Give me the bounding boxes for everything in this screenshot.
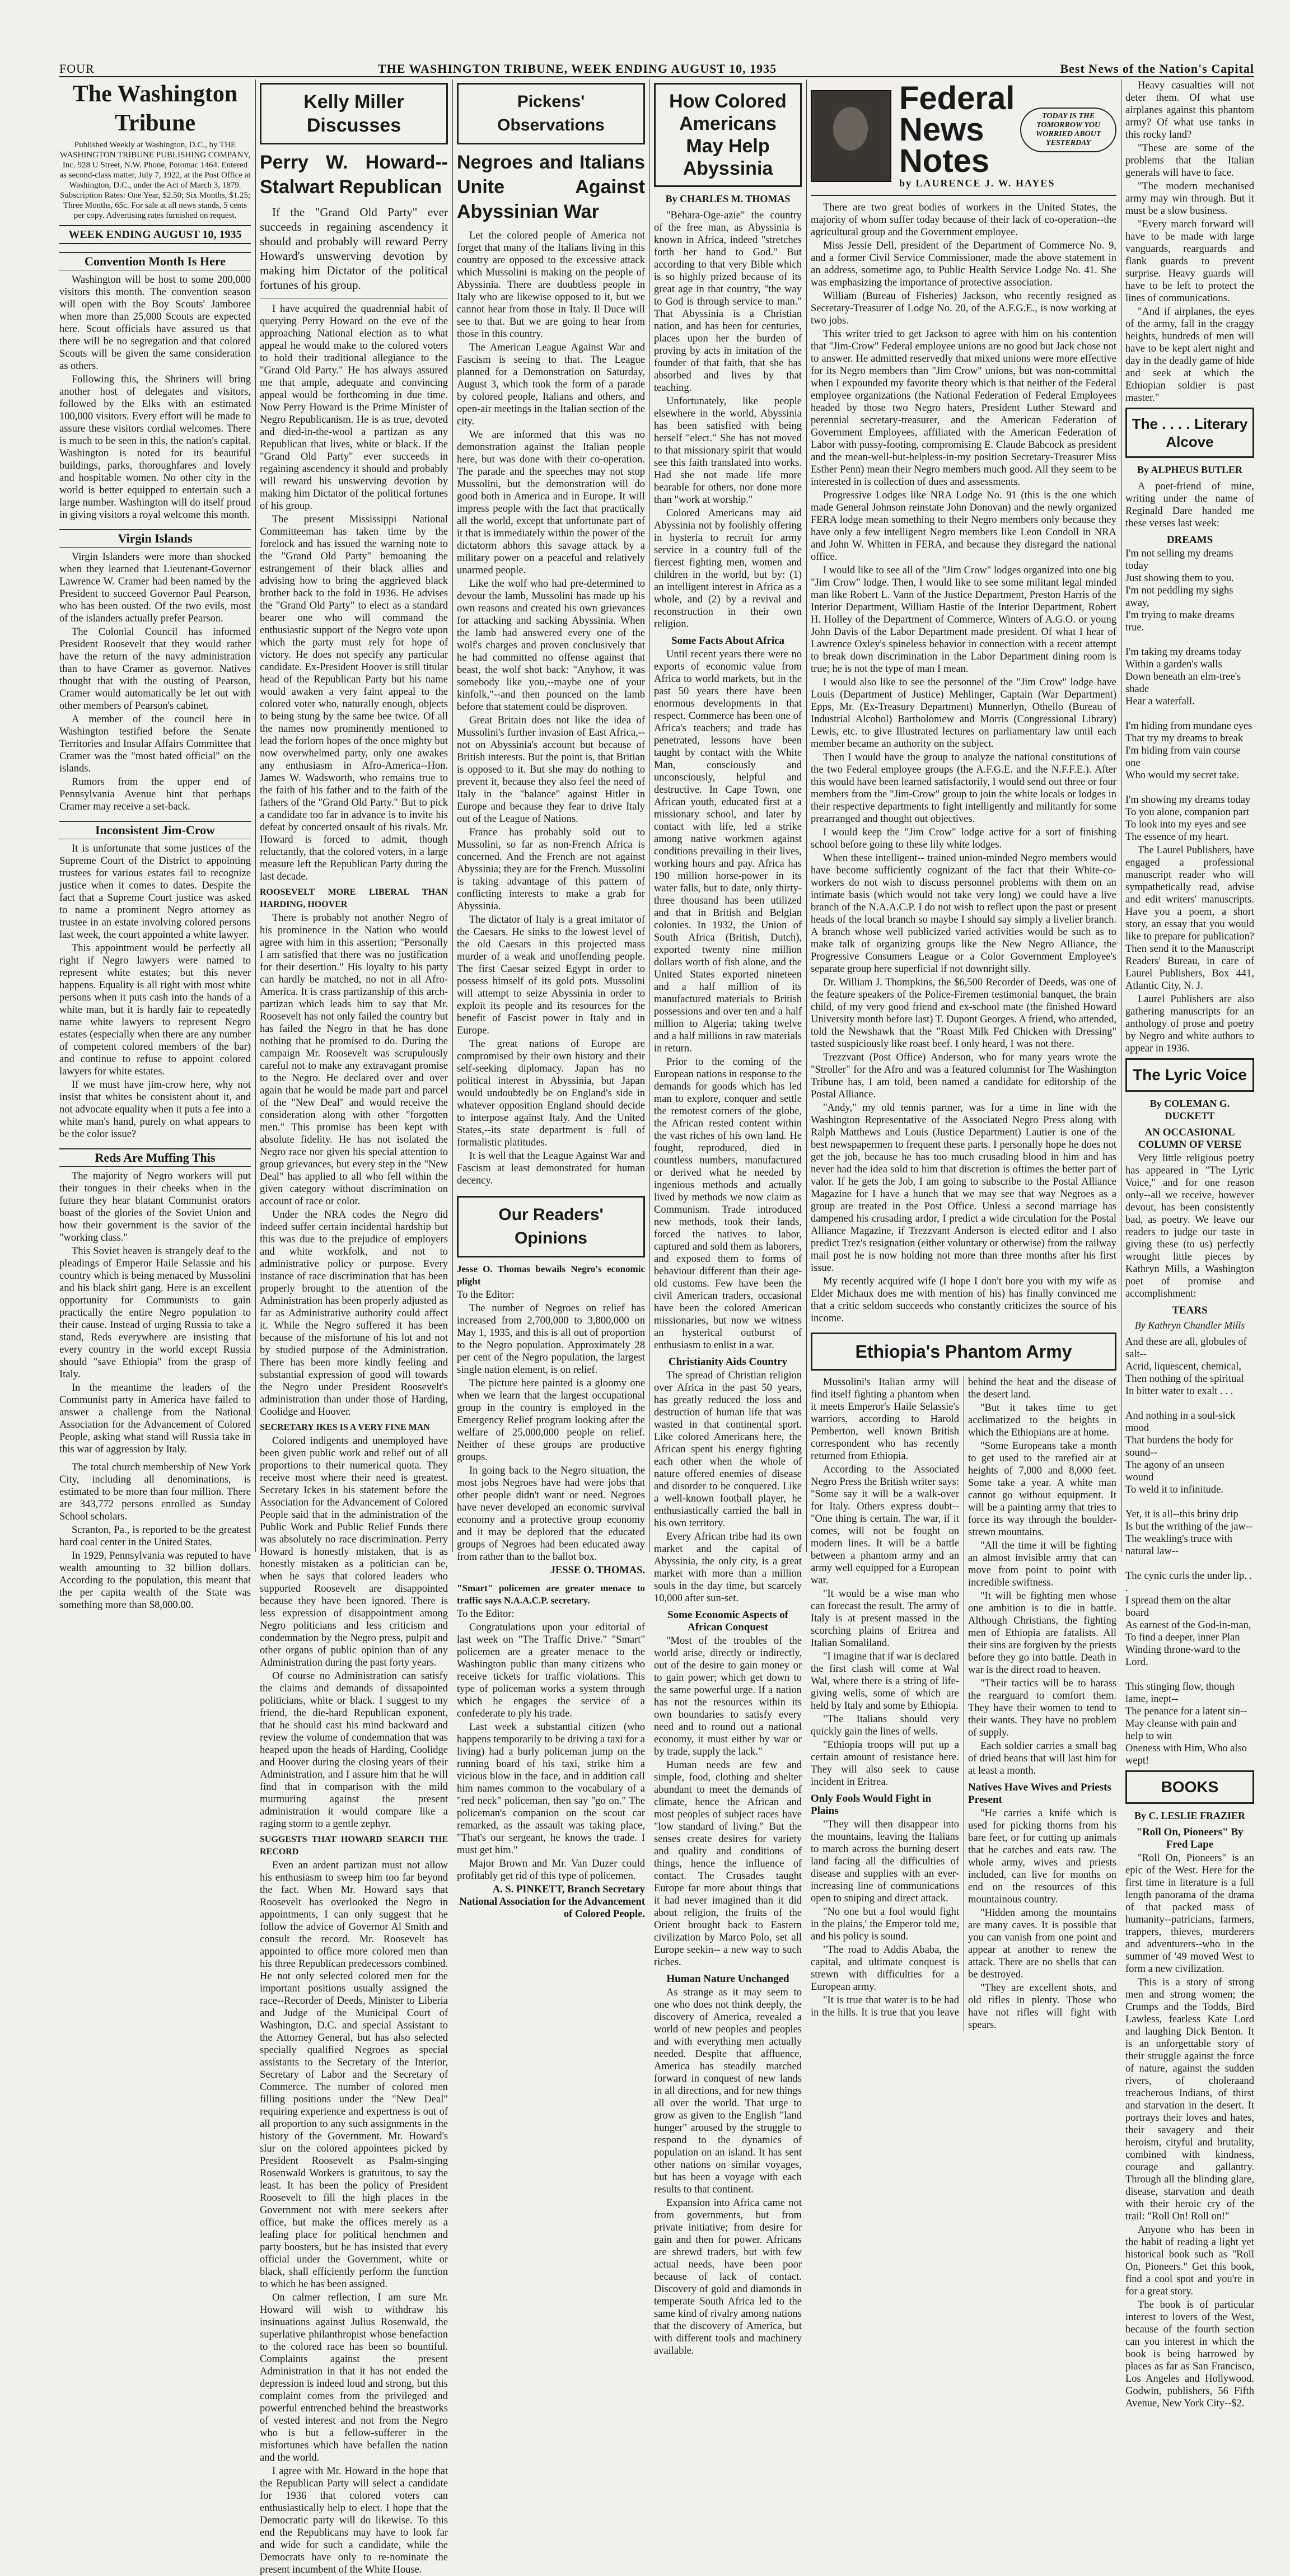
column-kelly-miller [260,80,448,2575]
phantom-army-body [811,1376,1116,2031]
paragraph: Congratulations upon your editorial of last week on "The Traffic Drive." "Smart" policemen are a greater menace to the Washington public than many citizens who receive tickets for traffic violations. This type of policeman works a system through which he engages the service of a confederate to ply his trade. [457,1622,645,1719]
paragraph: It is unfortunate that some justices of the Supreme Court of the District to appointing trustees for various estates fail to recognize justice when it comes to dates. Despite the fact that a Supreme Court justice was asked to name a prominent Negro attorney as trustee in an estate involving colored persons last week, the court appointed a white lawyer. [59,843,251,941]
paragraph: "All the time it will be fighting an almost invisible army that can move from point to point with incredible swiftness. [968,1540,1116,1588]
paragraph: "The road to Addis Ababa, the capital, and ultimate conquest is strewn with difficulties for a European army. [811,1944,959,1993]
subhead: Some Economic Aspects of African Conquest [667,1609,788,1633]
paragraph: "Their tactics will be to harass the rearguard to comfort them. They have their women to tend to their wants. They have no problem of supply. [968,1678,1116,1738]
author-portrait [811,90,891,182]
paragraph: Laurel Publishers are also gathering manuscripts for an anthology of prose and poetry by Negro and white authors to appear in 1936. [1125,994,1254,1054]
headline-convention: Convention Month Is Here [59,252,251,270]
paragraph: The Laurel Publishers, have engaged a professional manuscript reader who will sympathetically read, advise and edit writers' manuscripts. Have you a poem, a short story, an essay that you would like to prepare for publication? Then send it to the Manuscript Readers' Bureau, in care of Laurel Publishers, Box 441, Atlantic City, N. J. [1125,845,1254,992]
paragraph: I would also like to see the personnel of the "Jim Crow" lodge have Louis (Department of Justice) Mehlinger, Captain (War Department) Epps, Mr. (Ex-Treasury Department) Munnerlyn, Othello (Bureau of Industrial Alcohol) Bartholomew and Morris (Congressional Library) Lewis, etc. to give Illustrated lectures on parliamentary law until each member became an authority on the subject. [811,677,1116,750]
headline-jim-crow: Inconsistent Jim-Crow [59,821,251,839]
masthead [59,54,1254,77]
paragraph: This appointment would be perfectly all right if Negro lawyers were named to represent white estates; but this never happens. Equality is all right with most white persons when it puts cash into the hands of a white man, but it is hardly fair to repeatedly name white lawyers to represent Negro estates (especially when there are any number of competent colored members of the bar) and continue to refuse to appoint colored lawyers for white estates. [59,943,251,1077]
paragraph: "I imagine that if war is declared the first clash will come at Wal Wal, where there is a string of life-giving wells, some of which are held by Italy and some by Ethiopia. [811,1651,959,1712]
paragraph: If we must have jim-crow here, why not insist that whites be consistent about it, and not advocate equality when it puts a fee into a white man's hand, purely on what appears to be the color issue? [59,1079,251,1140]
paragraph: Under the NRA codes the Negro did indeed suffer certain incidental hardship but this was due to the prejudice of employers and white workfolk, and not to administrative policy or purpose. Every instance of race discrimination that has been properly brought to the attention of the Administration has been properly adjusted as far as Administrative authority could affect it. While the Negro suffered it has been because of the misfortune of his lot and not by studied purpose of the Administration. There has been more kindly feeling and substantial expression of good will towards the Negro under President Roosevelt's administration than under those of Harding, Coolidge and Hoover. [260,1209,448,1418]
paragraph: "Roll On, Pioneers" is an epic of the West. Here for the first time in literature is a full length panorama of the drama of that packed mass of humanity--patricians, farmers, trappers, thieves, murderers and adventurers--who in the summer of '49 moved West to form a new civilization. [1125,1853,1254,1975]
paragraph: Let the colored people of America not forget that many of the Italians living in this country are opposed to the excessive attack which Mussolini is making on the people of Abyssinia. There are doubtless people in Italy who are likewise opposed to it, but we cannot hear from those in Italy. Il Duce will see to that. But we are going to hear from those in this country. [457,230,645,340]
paragraph: A poet-friend of mine, writing under the name of Reginald Dare handed me these verses last week: [1125,481,1254,529]
paragraph: "It will be fighting men whose one ambition is to die in battle. Although Christians, the fighting men of Ethiopia are fatalists. All their sins are forgiven by the priests before they go into battle. Death in war is the direct road to heaven. [968,1591,1116,1676]
paragraph: Very little religious poetry has appeared in "The Lyric Voice," and for one reason only--all we receive, however devout, has been consistently bad, as poetry. We leave our readers to judge our taste in giving these (to us) perfectly wrought little pieces by Kathryn Mills, a Washington poet of promise and accomplishment: [1125,1153,1254,1299]
headline-kelly-miller: Kelly Miller Discusses [260,83,448,144]
headline-lyric-voice: The Lyric Voice [1125,1058,1254,1092]
paragraph: I would keep the "Jim Crow" lodge active for a sort of finishing school before going to these lily white lodges. [811,827,1116,850]
subhead: Human Nature Unchanged [666,1973,789,1985]
paragraph: "He carries a knife which is used for picking thorns from his bare feet, or for cutting up animals that he catches and eats raw. The whole army, wives and priests included, can live for months on end on the resources of this mountainous country. [968,1808,1116,1905]
byline: By ALPHEUS BUTLER [1137,464,1243,475]
byline: By C. LESLIE FRAZIER [1134,1810,1246,1821]
letter-salutation: To the Editor: [457,1609,515,1620]
paper-title: The Washington Tribune [72,81,238,136]
paragraph: Prior to the coming of the European nations in response to the demands for goods which has led man to explore, conquer and settle the remotest corners of the globe, the African rested content within the vast riches of his own land. He fought, reproduced, died in countless numbers, manufactured or derived what he needed by ingenious methods and actually lived by methods we now claim as Communism. Trade introduced new methods, took their lands, forced the natives to labor, captured and sold them as laborers, and exposed them to forms of behaviour different than their age-old customs. Few have been the civil American traders, occasional have been the colored American missionaries, but now we witness an hysterical outburst of enthusiasm to enlist in a war. [654,1056,802,1351]
paragraph: "Hidden among the mountains are many caves. It is possible that you can vanish from one point and appear at another to renew the attack. There are no shells that can be destroyed. [968,1908,1116,1980]
poem-title: TEARS [1172,1305,1208,1316]
headline-pickens: Pickens' Observations [457,83,645,144]
column-federal-news [811,80,1116,2031]
book-title: "Roll On, Pioneers" By Fred Lape [1136,1826,1244,1850]
paragraph: A member of the council here in Washington testified before the Senate Territories and Insular Affairs Committee that Cramer was the "most hated official" on the islands. [59,714,251,774]
subhead: Some Facts About Africa [671,635,785,647]
byline: by LAURENCE J. W. HAYES [899,177,1055,189]
letter-signature: JESSE O. THOMAS. [550,1565,645,1576]
paragraph: According to the Associated Negro Press the British writer says: "Some say it will be a walk-over for Italy. Others express doubt--"One thing is certain. The war, if it comes, will not be fought on modern lines. It will be a battle between a phantom army and an army well equipped for a European war. [811,1464,959,1586]
letter-signature: A. S. PINKETT, Branch Secretary National Association for the Advancement of Colored People. [459,1884,645,1920]
paragraph: As strange as it may seem to one who does not think deeply, the discovery of America, revealed a world of new peoples and peoples and with everything men actually needed. Despite that affluence, America has steadily marched forward in conquest of new lands in all directions, and for new things all over the world. That urge to grow as given to the English "land hunger" aroused by the struggle to respond to the dynamics of population on an island. It has sent other nations on similar voyages, but has been a voyage with each results to that continent. [654,1987,802,2195]
letter-heading: Jesse O. Thomas bewails Negro's economic plight [457,1264,645,1287]
paragraph: William (Bureau of Fisheries) Jackson, who recently resigned as Secretary-Treasurer of Lodge No. 20, of the A.F.G.E., is now working at two jobs. [811,291,1116,326]
paragraph: "The Italians should very quickly gain the lines of wells. [811,1714,959,1737]
subhead: Natives Have Wives and Priests Present [968,1782,1111,1806]
paragraph: Scranton, Pa., is reported to be the greatest hard coal center in the United States. [59,1525,251,1548]
paper-dateline: THE WASHINGTON TRIBUNE, WEEK ENDING AUGUST 10, 1935 [377,62,777,76]
column-subtitle: AN OCCASIONAL COLUMN OF VERSE [1138,1126,1242,1151]
paragraph: This writer tried to get Jackson to agree with him on his contention that "Jim-Crow" Federal employee unions are no good but Jack chose not to answer. He admitted reservedly that mixed unions were more effective for its Negro members than "Jim Crow" unions, but was non-committal when I expounded my favorite theory which is that neither of the Federal employee organizations (the National Federation of Federal Employees headed by those two Negro haters, President Luther Steward and perennial secretary-treasurer, and the American Federation of Government Employees, affiliated with the American Federation of Labor with pussy-footing, compromising E. Claude Babcock as president and the mean-well-but-helpless-in-my position Secretary-Treasurer Miss Esther Penn) mean their Negro members much good. All they seem to be interested in is collection of dues and assessments. [811,329,1116,488]
paragraph: "Most of the troubles of the world arise, directly or indirectly, out of the desire to gain money or to gain power; which get down to the same powerful urge. If a nation has not the resources within its own boundaries to satisfy every need and to round out a national economy, it must either by war or by trade, supply the lack." [654,1635,802,1757]
paragraph: Virgin Islanders were more than shocked when they learned that Lieutenant-Governor Lawrence W. Cramer had been named by the President to succeed Governor Paul Pearson, who has been ousted. Of the two evils, most of the islanders actually prefer Pearson. [59,551,251,624]
headline-abyssinia: How Colored Americans May Help Abyssinia [654,83,802,187]
headline-readers-opinions: Our Readers' Opinions [457,1196,645,1257]
paragraph: Heavy casualties will not deter them. Of what use airplanes against this phantom army? Of what use tanks in this rocky land? [1125,80,1254,141]
poem: And these are all, globules of salt-- Acrid, liquescent, chemical, Then nothing of the spiritual In bitter water to exalt . . . And nothing in a soul-sick mood That burdens the body for sound-- The agony of an unseen wound To weld it to infinitude. Yet, it is all--this briny drip Is but the writhing of the jaw-- The weakling's truce with natural law-- The cynic curls the under lip. . . I spread them on the altar board As earnest of the God-in-man, To find a deeper, inner Plan Winding throne-ward to the Lord. This stinging flow, though lame, inept-- The penance for a latent sin-- May cleanse with pain and help to win Oneness with Him, Who also wept! [1125,1336,1253,1766]
paragraph: Miss Jessie Dell, president of the Department of Commerce No. 9, and a former Civil Service Commissioner, made the above statement in an address, sometime ago, to Public Health Service Lodge No. 41. She was emphasizing the importance of protective association. [811,240,1116,288]
paragraph: I have acquired the quadrennial habit of querying Perry Howard on the eve of the approaching National election as to what appeal he would make to the colored voters to hold their traditional allegiance to the "Grand Old Party." He has always assured me that ample, adequate and convincing appeal would be forthcoming in due time. Now Perry Howard is the Prime Minister of Negro Republicanism. He is as true, devoted and died-in-the-wool a partizan as any Republican that lives, white or black. If the "Grand Old Party" ever succeeds in regaining ascendency it should and probably will reward his unswerving devotion by making him Dictator of the political fortunes of his group. [260,303,448,512]
column-rule [255,80,256,1552]
paragraph: The majority of Negro workers will put their tongues in their cheeks when in the future they hear blatant Communist orators boast of the glories of the Soviet Union and how their government is the savior of the "working class." [59,1171,251,1243]
paragraph: Dr. William J. Thompkins, the $6,500 Recorder of Deeds, was one of the feature speakers of the Police-Firemen testimonial banquet, the brain child, of my very good friend and ex-school mate (the finished Howard University month before last) T. Dupont Georges. A friend, who attended, told the Newshawk that the "Roast Milk Fed Chicken with Dressing" tasted suspiciously like roast beef. I only heard, I was not there. [811,977,1116,1050]
paragraph: "These are some of the problems that the Italian generals will have to face. [1125,143,1254,179]
headline-phantom-army: Ethiopia's Phantom Army [811,1333,1116,1371]
paragraph: Like the wolf who had pre-determined to devour the lamb, Mussolini has made up his own reasons and created his own grievances for attacking and sacking Abyssinia. When the lamb had answered every one of the wolf's charges and proven conclusively that he had committed no offense against that beast, the wolf shot back: "Anyhow, it was somebody like you,--maybe one of your kinfolk,"--and then pounced on the lamb before that statement could be disproven. [457,578,645,713]
paragraph: Great Britain does not like the idea of Mussolini's further invasion of East Africa,--not on Abyssinia's account but because of British interests. But the point is, that Britian is opposed to it. But she may do nothing to prevent it, because they also feel the need of Italy in the "balance" against Hitler in Europe and because they fear to drive Italy out of the League of Nations. [457,715,645,825]
paragraph: On calmer reflection, I am sure Mr. Howard will wish to withdraw his insinuations against Julius Rosenwald, the superlative philanthropist whose benefaction to the colored race has been so bountiful. Complaints against the present Administration in that it has not ended the depression is indeed loud and strong, but this complaint comes from the privileged and powerful entrenched behind the breastworks of vested interest and not from the Negro who is but a fellow-sufferer in the misfortunes which have befallen the nation and the world. [260,2292,448,2463]
page-number: FOUR [59,62,95,76]
paragraph: In going back to the Negro situation, the most jobs Negroes have had were jobs that other people didn't want or need. Negroes have never developed an economic survival economy and a protective group economy and it may be deplored that the educated groups of Negroes had been educated away from rather than to the ballot box. [457,1465,645,1563]
paragraph: Colored Americans may aid Abyssinia not by foolishly offering in hysteria to recruit for army service in a country full of the fiercest fighting men, women and children in the world, but by: (1) an intelligent interest in Africa as a whole, and (2) by a revival and reconstruction in their own religion. [654,508,802,630]
paragraph: The American League Against War and Fascism is seeing to that. The League planned for a Demonstration on Saturday, August 3, which took the form of a parade by colored people, Italians and others, and open-air meetings in the Italian section of the city. [457,342,645,427]
paragraph: This Soviet heaven is strangely deaf to the pleadings of Emperor Haile Selassie and his country which is being menaced by Mussolini and his black shirt gang. Here is an excellent opportunity for Communists to gain practically the entire Negro population to their cause. Instead of urging Russia to take a stand, Reds everywhere are insisting that every country in the world except Russia should "save Ethiopia" from the grasp of Italy. [59,1246,251,1380]
paragraph: The Colonial Council has informed President Roosevelt that they would rather have the return of the navy administration than to have Cramer as governor. Natives thought that with the ousting of Pearson, Cramer would automatically be let out with other members of Pearson's cabinet. [59,627,251,712]
paragraph: The present Mississippi National Committeeman has taken time by the forelock and has issued the warning note to the "Grand Old Party" bemoaning the estrangement of their black allies and advising how to bring the aggrieved black brother back to the fold in 1936. He advises the "Grand Old Party" to elect as a standard bearer one who will command the enthusiastic support of the Negro vote upon which the party must rely for hope of victory. He does not specify any particular candidate. Ex-President Hoover is still titular head of the Republican Party but his name would awaken a very faint appeal to the colored voter who, naturally enough, objects to being stung by the same bee twice. Of all the names now prominently mentioned to lead the forlorn hopes of the once mighty but now overwhelmed party, only one awakes any enthusiasm in Afro-America--Hon. James W. Wadsworth, who remains true to the faith of his father and to the faith of the fathers of the "Grand Old Party." But to pick a candidate too far in advance is to invite his defeat by concerted onsault of his rivals. Mr. Howard is forced to admit, though reluctantly, that the colored voters, in a large measure left the Republican Party during the last decade. [260,514,448,882]
paragraph: There are two great bodies of workers in the United States, the majority of whom suffer today because of their lack of co-operation--the agricultural group and the Government employee. [811,202,1116,238]
paragraph: There is probably not another Negro of his prominence in the Nation who would agree with him in this assertion; "Personally I am satisfied that there was no justification for their desertion." His loyalty to his party can hardly be matched, no not in all Afro-America. It is crass partizanship of this arch-partizan which leads him to say that Mr. Roosevelt has not only failed the country but has failed the Negro in that he has done nothing that he promised to do. During the campaign Mr. Roosevelt was scrupulously careful not to make any extravagant promise to the Negro. He declared over and over again that he would be made part and parcel of the "New Deal" and would receive the consideration along with other "forgotten men." This promise has been kept with absolute fidelity. He has not isolated the Negro race nor given his special attention to group grievances, but every step in the "New Deal" has applied to all who fell within the given category without discrimination on account of race or color. [260,913,448,1207]
paragraph: Trezzvant (Post Office) Anderson, who for many years wrote the "Stroller" for the Afro and was a featured columnist for The Washington Tribune has, I am told, been named a candidate for editorship of the Postal Alliance. [811,1052,1116,1100]
column-pickens [457,80,645,1920]
headline-literary-alcove: The . . . . Literary Alcove [1125,408,1254,458]
subhead-perry-howard: Perry W. Howard-- Stalwart Republican [260,152,448,198]
paragraph: We are informed that this was no demonstration against the Italian people here, but was done with their co-operation. The parade and the speeches may not stop Mussolini, but the demonstration will do good both in America and in Europe. It will impress people with the fact that practically all the world, except that unfortunate part of it that is immediately within the power of the dictatorm abhors this savage attack by a military power on a peaceful and relatively unarmed people. [457,429,645,576]
column-literary [1125,80,1254,2409]
paragraph: France has probably sold out to Mussolini, so far as non-French Africa is concerned. And the French are not against Abyssinia; they are for the French. Mussolini is taking advantage of this pattern of conflicting interests to make a grab for Abyssinia. [457,827,645,912]
paragraph: "Some Europeans take a month to get used to the rarefied air at heights of 7,000 and 8,000 feet. Some take a year. A white man cannot go without equipment. It will be a painting army that tries to force its way through the boulder-strewn mountains. [968,1441,1116,1538]
paragraph: Human needs are few and simple, food, clothing and shelter abundant to meet the demands of climate, hence the African and most peoples of subject races have "low standard of living." But the senses create desires for variety and quality and conditions of things, hence the influence of contact. The Crusades taught Europe far more about things that it had never imagined than it did about religion, the fruits of the Orient brought back to Eastern civilization by Marco Polo, set all Europe seekin-- a new way to such riches. [654,1760,802,1968]
paragraph: The book is of particular interest to lovers of the West, because of the fourth section can you interest in which the book is being harrowed by places as far as San Francisco, Los Angeles and Hollywood. Godwin, publishers, 56 Fifth Avenue, New York City--$2. [1125,2299,1254,2409]
subhead-negroes-italians: Negroes and Italians Unite Against Abyssinian War [457,152,645,222]
paragraph: It is well that the League Against War and Fascism at least demonstrated for human decency. [457,1151,645,1186]
publication-info: Published Weekly at Washington, D.C., by THE WASHINGTON TRIBUNE PUBLISHING COMPANY, Inc. 928 U Street, N.W. Phone, Potomac 1464. Entered as second-class matter, July 7, 1922, at the Post Office at Washington, D.C., under the Act of March 3, 1879. Subscription Rates: One Year, $2.50; Six Months, $1.25; Three Months, 65c. For sale at all news stands, 5 cents per copy. Advertising rates furnished on request. [59,141,251,220]
paragraph: "Andy," my old tennis partner, was for a time in line with the Washington Representative of the Associated Negro Press along with Ralph Matthews and Louis (Justice Department) Lautier is one of the best newspapermen to frequent these parts. I personally hope he does not get the job, because he has too much crusading blood in him and has never had the idea sold to him that discretion is oftimes the better part of valor. If he gets the Job, I am going to subscribe to the Postal Alliance Magazine for I have a hunch that we may see that way Negroes as a group are treated in the Post Office. Unless a second marriage has dampened his crusading ardor, I predict a wide circulation for the Postal Alliance Magazine, if Trezzvant Anderson is elected editor and I also predict Trez's resignation (either voluntary or otherwise) from the railway mail post he is now holding not more than three months after his first issue. [811,1102,1116,1274]
paragraph: "They will then disappear into the mountains, leaving the Italians to march across the burning desert land facing all the difficulties of disease and supplies with an ever-increasing line of communications open to sniping and direct attack. [811,1819,959,1904]
subhead: SECRETARY IKES IS A VERY FINE MAN [260,1423,430,1432]
lede: If the "Grand Old Party" ever succeeds in regaining ascendency it should and probably will reward Perry Howard's unswerving devotion by making him Dictator of the political fortunes of his group. [260,205,448,298]
paragraph: Of course no Administration can satisfy the claims and demands of dissapointed politicians, white or black. I suggest to my friend, the die-hard Republican exponent, that he should cast his mind backward and review the volume of condemnation that was heaped upon the heads of Harding, Coolidge and Hoover during the closing years of their Administration, and I assure him that he will find that in comparison with the mild murmuring against the present administration it would compare like a raging storm to a gentle zephyr. [260,1671,448,1830]
paragraph: The picture here painted is a gloomy one when we learn that the largest occupational group in the country is employed in the Emergency Relief program looking after the welfare of 25,000,000 people on relief. Neither of these groups are productive groups. [457,1378,645,1463]
paragraph: Washington will be host to some 200,000 visitors this month. The convention season will open with the Boy Scouts' Jamboree when more than 25,000 Scouts are expected here. Scout officials have assured us that there will be no segregation and that colored Scouts will be given the same consideration as others. [59,274,251,372]
federal-news-header [811,80,1116,196]
paragraph: Rumors from the upper end of Pennsylvania Avenue hint that perhaps Cramer may receive a set-back. [59,777,251,812]
paragraph: This is a story of strong men and strong women; the Crumps and the Todds, Bird Lawless, fearless Kate Lord and laughing Dick Benton. It is an unforgettable story of their struggle against the force of nature, against the sudden rivers, of choleraand treacherous Indians, of thirst and starvation in the desert. It portrays their loves and hates, their savagery and their heroism, cityful and brutality, combined with kindness, courage and gallantry. Through all the blinding glare, disease, starvation and death with their heroic cry of the trail: "Roll On! Roll on!" [1125,1977,1254,2222]
paragraph: Each soldier carries a small bag of dried beans that will last him for at least a month. [968,1741,1116,1776]
paragraph: When these intelligent-- trained union-minded Negro members would have become sufficiently cognizant of the fact that their White-co-workers do not wish to discuss personnel problems with them on an intimate basis (which would not take very long) we could have a live branch of the N.A.A.C.P. I do not wish to reflect upon the past or present heads of the local branch so maybe I should say simply a livelier branch. A branch whose well publicized varied activities would be such as to make talk of organizing groups like the New Negro Alliance, the Progressive Consumers League or a Color Government Employee's separate group here superficial if not downright silly. [811,853,1116,975]
paragraph: The spread of Christian religion over Africa in the past 50 years, has greatly reduced the loss and destruction of human life that was wasted in that continental sport. Like colored Americans here, the African spent his energy fighting each other when the whole of nature offered enemies of disease and disorder to be conquered. Like a well-known football player, he enthusiastically carried the ball in his own territory. [654,1370,802,1529]
poem-title: DREAMS [1166,534,1213,546]
paragraph: In the meantime the leaders of the Communist party in America have failed to answer a challenge from the National Association for the Advancement of Colored People, asking what stand will Russia take in this war of aggression by Italy. [59,1382,251,1455]
paragraph: My recently acquired wife (I hope I don't bore you with my wife as Elder Michaux does me with mention of his) has finally convinced me that a critic seldom succeeds who constantly criticizes the source of his income. [811,1276,1116,1324]
paragraph: "It would be a wise man who can forecast the result. The army of Italy is at present massed in the scorching plains of Eritrea and Italian Somaliland. [811,1588,959,1649]
subhead: Christianity Aids Country [668,1356,788,1368]
paragraph: "No one but a fool would fight in the plains,' the Emperor told me, and his policy is sound. [811,1906,959,1942]
paragraph: In 1929, Pennsylvania was reputed to have wealth amounting to 32 billion dollars. According to the population, this meant that the per capita wealth of the State was something more than $8,000.00. [59,1550,251,1611]
paragraph: Following this, the Shriners will bring another host of delegates and visitors, followed by the Elks with an estimated 100,000 visitors. Every effort will be made to assure these visitors cordial welcomes. There is much to be seen in this, the nation's capital. Washington is noted for its beautiful buildings, parks, thoroughfares and lovely and hospitable women. No other city in the world is better equipped to entertain such a large number. Washington will do itself proud in giving visitors a royal welcome this month. [59,374,251,521]
paragraph: Colored indigents and unemployed have been given public work and relief out of all proportions to their numerical quota. They receive most where their need is greatest. Secretary Ickes in his statement before the Association for the Advancement of Colored People said that in the administration of the Public Work and Public Relief Funds there was absolutely no race discrimination. Perry Howard is honestly mistaken, that is as honestly mistaken as a politician can be, when he says that colored leaders who supported Roosevelt are disappointed because they have been ignored. There is less expression of disappointment among Negro politicians and less criticism and condemnation by the Negro press, pulpit and other organs of public opinion than of any Administration during the past forty years. [260,1436,448,1668]
paragraph: Expansion into Africa came not from governments, but from private initiative; from desire for gain and then for power. Africans are shrewd traders, but with few actual needs, have been poor because of lack of contact. Discovery of gold and diamonds in temperate South Africa led to the same kind of rivalry among nations that the discovery of America, but with different tools and machinery available. [654,2198,802,2357]
paragraph: Anyone who has been in the habit of reading a light yet historical book such as "Roll On, Pioneers." Get this book, find a cool spot and you're in for a great story. [1125,2224,1254,2297]
column-abyssinia [654,80,802,2357]
paragraph: Major Brown and Mr. Van Duzer could profitably get rid of this type of policemen. [457,1858,645,1882]
paragraph: The great nations of Europe are compromised by their own history and their self-seeking diplomacy. Japan has no political interest in Abyssinia, but Japan would undoubtedly be on England's side in whatever opposition England should decide to interpose against Italy. And the United States,--its state department is full of formalistic platitudes. [457,1039,645,1148]
paragraph: Every African tribe had its own market and the capital of Abyssinia, the only city, is a great market with more than a million souls in the day time, but scarcely 10,000 after sun-set. [654,1531,802,1604]
column-rule [806,80,807,1552]
subhead: SUGGESTS THAT HOWARD SEARCH THE RECORD [260,1835,448,1857]
paragraph: Unfortunately, like people elsewhere in the world, Abyssinia has been satisfied with being herself "elect." She has not moved to that missionary spirit that would see this faith translated into works. Had she not made life more bearable for others, nor done more than "work at worship." [654,396,802,506]
paragraph: I would like to see all of the "Jim Crow" lodges organized into one big "Jim Crow" lodge. Then, I would like to see some militant legal minded man like Robert L. Vann of the Justice Department, Preston Harris of the Interior Department, William Hastie of the Interior Department, Robert H. Holley of the Department of Commerce, Winters of A.G.O. or young John Davis of the Labor Department made president. Of what I hear of Lawrence Oxley's spineless behavior in connection with a recent attempt to break down discrimination in the Labor Department dining room is true; he is not the type of man I mean. [811,565,1116,675]
paragraph: "Behara-Oge-azie" the country of the free man, as Abyssinia is known in Africa, indeed "stretches forth her hand to God." But according to that very Bible which is so highly prized because of its great age in that country, "the way to God is through service to man." That Abyssinia is a Christian nation, and has been for centuries, places upon her the burden of proving by acts in imitation of the founder of that faith, that she has absorbed and lives by that teaching. [654,210,802,394]
paragraph: Until recent years there were no exports of economic value from Africa to world markets, but in the past 50 years there have been enormous developments in that respect. Commerce has been one of Africa's teachers; and trade has penetrated, lessons have been taught by contact with the White Man, consciously and unconsciously, helpful and destructive. In Cape Town, one African youth, educated first at a missionary school, and later by contact with life, led a strike among native workmen against conditions prevailing in their lives, working hours and pay. Africa has 190 million horse-power in its water falls, but to date, only thirty-three thousand has been utilized and that in British and Belgian colonies. In 1932, the Union of South Africa (British, Dutch), exported twenty nine million dollars worth of fish alone, and the United States exported nineteen and a half million of its manufactured materials to British possessions and over ten and a half million to Algeria; taking twelve and a half millions in raw materials in return. [654,649,802,1054]
byline: By CHARLES M. THOMAS [665,193,791,204]
column-editorial [59,80,251,1611]
paragraph: "The modern mechanised army may win through. But it must be a slow business. [1125,181,1254,217]
poem-author: By Kathryn Chandler Mills [1134,1320,1245,1331]
poem: I'm not selling my dreams today Just showing them to you. I'm not peddling my sighs away, I'm trying to make dreams true. I'm taking my dreams today Within a garden's walls Down beneath an elm-tree's shade Hear a waterfall. I'm hiding from mundane eyes That try my dreams to break I'm hiding from vain course one Who would my secret take. I'm showing my dreams today To you alone, companion part To look into my eyes and see The essence of my heart. [1125,548,1252,843]
headline-virgin-islands: Virgin Islands [59,529,251,548]
letter-heading: "Smart" policemen are greater menace to traffic says N.A.A.C.P. secretary. [457,1583,645,1606]
paragraph: Even an ardent partizan must not allow his enthusiasm to sweep him too far beyond the fact. When Mr. Howard says that Roosevelt has overlooked the Negro in appointments, I can only suggest that he follow the advice of Governor Al Smith and consult the record. Mr. Roosevelt has appointed to office more colored men than his three Republican predecessors combined. He not only selected colored men for the important positions usually assigned the race--Recorder of Deeds, Minister to Liberia and Judge of the Municipal Court of Washington, D.C. and special Assistant to the Attorney General, but has also selected specially qualified Negroes as special assistants to the Secretary of the Interior, Secretary of Labor and the Secretary of Commerce. The number of colored men filling positions under the "New Deal" requiring experience and expertness is out of all proportion to any such assignments in the history of the Government. Mr. Howard's slur on the colored appointees picked by President Roosevelt as Psalm-singing Rosenwald Workers is gratuitous, to say the least. It has been the policy of President Roosevelt to fill the high places in the Government not with mere seekers after office, but make the offices merely as a leafing place for political henchmen and party boosters, but he has insisted that every official under the Government, white or black, shall efficiently perform the function to which he has been assigned. [260,1860,448,2290]
subhead: Only Fools Would Fight in Plains [811,1793,932,1817]
column-rule [649,80,650,1552]
paragraph: "Ethiopia troops will put up a certain amount of resistance here. They will also seek to cause incident in Eritrea. [811,1740,959,1788]
slogan: Best News of the Nation's Capital [1060,62,1254,76]
paragraph: Last week a substantial citizen (who happens temporarily to be driving a taxi for a living) had a burly policeman jump on the running board of his taxi, strike him a vicious blow in the face, and in addition call him names common to the vocabulary of a "red neck" policeman, then say "go on." The policeman's companion on the scout car remarked, as the assault was taking place, "That's our sergeant, he knows the trade. I must get him." [457,1722,645,1856]
headline-reds: Reds Are Muffing This [59,1148,251,1167]
paragraph: The number of Negroes on relief has increased from 2,700,000 to 3,800,000 on May 1, 1935, and this is all out of proportion to the Negro population. Approximately 28 per cent of the Negro population, the largest single nation element, is on relief. [457,1303,645,1376]
federal-news-title: Federal News Notes [899,80,1015,179]
motto-badge: TODAY IS THE TOMORROW YOU WORRIED ABOUT YESTERDAY [1020,107,1116,152]
paragraph: "It is true that water is to be had in the hills. It is true that you leave behind the heat and the disease of the desert land. [811,1377,1116,2018]
letter-salutation: To the Editor: [457,1289,515,1301]
paragraph: Progressive Lodges like NRA Lodge No. 91 (this is the one which made General Johnson reinstate John Donovan) and the newly organized FERA lodge mean something to their Negro members only because they have only a few intelligent Negro members like Leon Condoll in NRA and John W. Whitten in FERA, and because they disregard the national office. [811,490,1116,563]
paragraph: "And if airplanes, the eyes of the army, fall in the craggy heights, hundreds of men will have to be kept alert night and day in the deadly game of hide and seek at which the Ethiopian soldier is past master." [1125,306,1254,404]
paragraph: Then I would have the group to analyze the national constitutions of the two Federal employee groups (the A.F.G.E. and the N.F.F.E.). After this would have been learned satisfactorily, I would send out three or four members from the "Jim-Crow" group to join the white locals or lodges in their respective departments to fight intelligently and militantly for some prearranged and thought out objectives. [811,752,1116,825]
paragraph: I agree with Mr. Howard in the hope that the Republican Party will select a candidate for 1936 that colored voters can enthusiastically help to elect. I hope that the Democratic party will do likewise. To this end the Republicans may have to look far and wide for such a candidate, while the Democrats have only to re-nominate the present incumbent of the White House. [260,2466,448,2575]
paragraph: "But it takes time to get acclimatized to the heights in which the Ethiopians are at home. [968,1402,1116,1438]
paragraph: "Every march forward will have to be made with large vanguards, rearguards and flank guards to prevent surprise. Heavy guards will have to be left to protect the lines of communications. [1125,219,1254,304]
editorial-dateline: WEEK ENDING AUGUST 10, 1935 [59,225,251,244]
paragraph: The dictator of Italy is a great imitator of the Caesars. He sinks to the lowest level of the old Caesars in this projected mass murder of a weak and unoffending people. The first Caesar seized Egypt in order to possess himself of its gold pots. Mussolini will attempt to seize Abyssinia in order to exploit its people and its resources for the benefit of Fascist power in Italy and in Europe. [457,914,645,1036]
paragraph: "They are excellent shots, and old rifles in plenty. Those who have not rifles will fight with spears. [968,1983,1116,2031]
column-rule [452,80,453,1552]
headline-books: BOOKS [1125,1770,1254,1804]
byline: By COLEMAN G. DUCKETT [1149,1098,1230,1121]
paragraph: Mussolini's Italian army will find itself fighting a phantom when it meets Emperor's Haile Selassie's warriors, according to Harold Pemberton, well known British correspondent who has recently returned from Ethiopia. [811,1377,959,1462]
paragraph: The total church membership of New York City, including all denominations, is estimated to be more than four million. There are 343,772 persons enrolled as Sunday School scholars. [59,1462,251,1522]
subhead: ROOSEVELT MORE LIBERAL THAN HARDING, HOOVER [260,887,448,909]
